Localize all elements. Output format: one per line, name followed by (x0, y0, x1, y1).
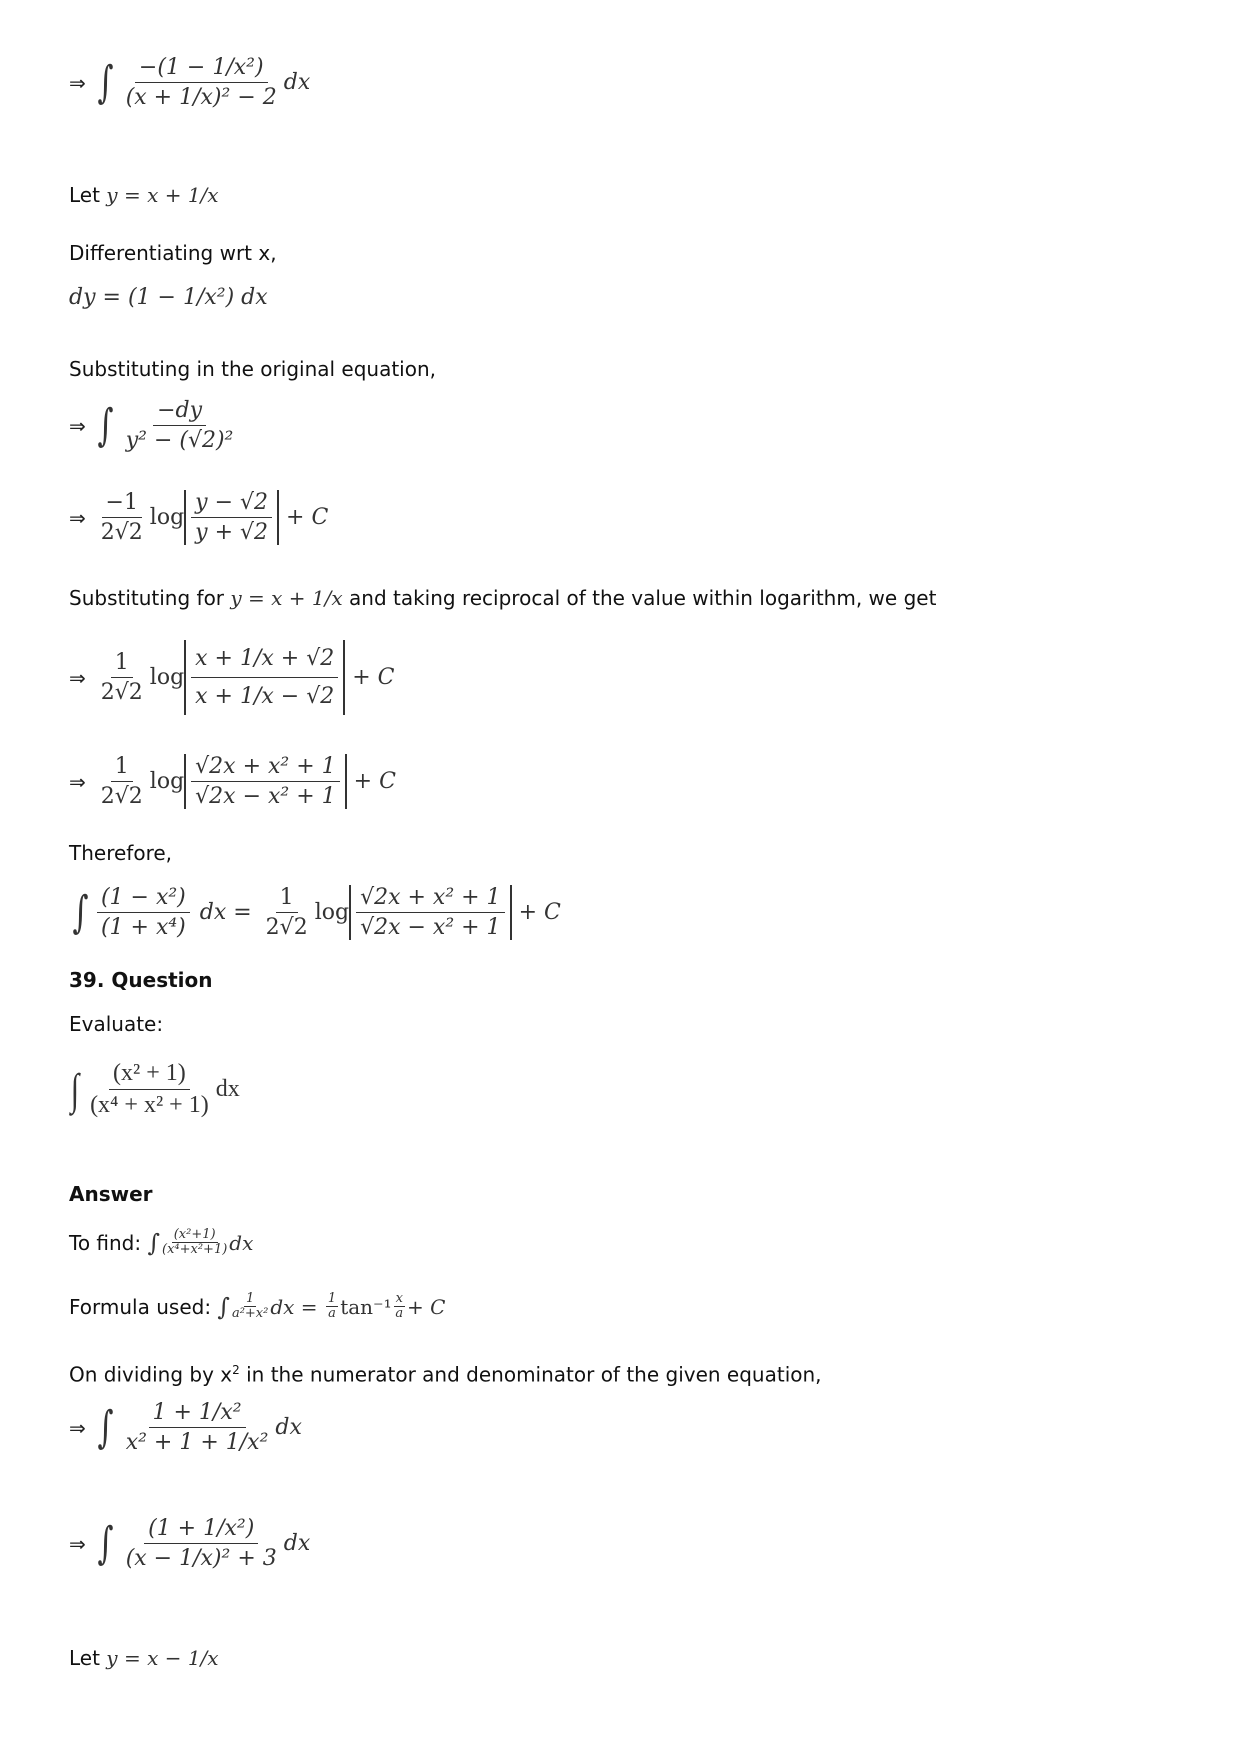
equation-step-5: ⇒ $\frac{1}{2√2}$ log $\frac{\text{√2x + x² + 1}}{\text{√2x − x² + 1}}$ + C (69, 754, 396, 809)
integral-sign: ∫ (97, 56, 114, 108)
evaluate-prompt: Evaluate: (69, 1012, 164, 1036)
question-heading: 39. Question (69, 968, 213, 992)
answer-heading: Answer (69, 1182, 153, 1206)
equation-step-3: ⇒ $\frac{-1}{2√2}$ log $\frac{y - √2}{y + √2}$ + C (69, 490, 329, 545)
equation-step-2: ⇒ ∫ $\frac{-dy}{\text{y² − (√2)²}}$ (69, 398, 234, 453)
equation-step-1: ⇒ ∫ $\frac{\text{−(1 − 1/x²)}}{\text{(x + 1/x)² − 2}}$ dx (69, 55, 311, 110)
dividing-text: On dividing by $x^2$ in the numerator and denominator of the given equation, (69, 1362, 822, 1387)
differentiating-text: Differentiating wrt x, (69, 241, 277, 265)
implies-arrow: ⇒ (69, 70, 86, 95)
final-result-equation: ∫ $\frac{\text{(1 − x²)}}{\text{(1 + x⁴)}}$ dx = $\frac{1}{2√2}$ log $\frac{\text{√2x + x² + 1}}{\text{√2x − x² + 1}}$ + C (72, 885, 561, 940)
let-substitution-1: Let y = x + 1/x (69, 183, 219, 207)
fraction: $\frac{\text{−(1 − 1/x²)}}{\text{(x + 1/x)² − 2}}$ (125, 55, 277, 110)
equation-step-6: ⇒ ∫ $\frac{\text{1 + 1/x²}}{\text{x² + 1 + 1/x²}}$ dx (69, 1400, 302, 1455)
substituting-y-text: Substituting for y = x + 1/x and taking reciprocal of the value within logarithm, we get (69, 586, 937, 610)
to-find-line: To find: ∫ $\frac{\text{(x²+1)}}{\text{(x⁴+x²+1)}}$ dx (69, 1227, 254, 1257)
question-integral: ∫ $\frac{\text{(x² + 1)}}{\text{(x⁴ + x² + 1)}}$ dx (70, 1060, 240, 1118)
equation-step-4: ⇒ $\frac{1}{2√2}$ log $\frac{x + 1/x + √2}{x + 1/x - √2}$ + C (69, 640, 395, 715)
let-substitution-2: Let y = x − 1/x (69, 1646, 219, 1670)
formula-used-line: Formula used: ∫ $\frac{1}{\text{a²+x²}}$ dx = $\frac{1}{a}$ tan⁻¹ $\frac{x}{a}$ + C (69, 1291, 446, 1321)
substituting-text: Substituting in the original equation, (69, 357, 437, 381)
therefore-text: Therefore, (69, 841, 173, 865)
equation-step-7: ⇒ ∫ $\frac{\text{(1 + 1/x²)}}{\text{(x − 1/x)² + 3}}$ dx (69, 1516, 311, 1571)
dy-equation: dy = (1 − 1/x²) dx (69, 285, 268, 310)
